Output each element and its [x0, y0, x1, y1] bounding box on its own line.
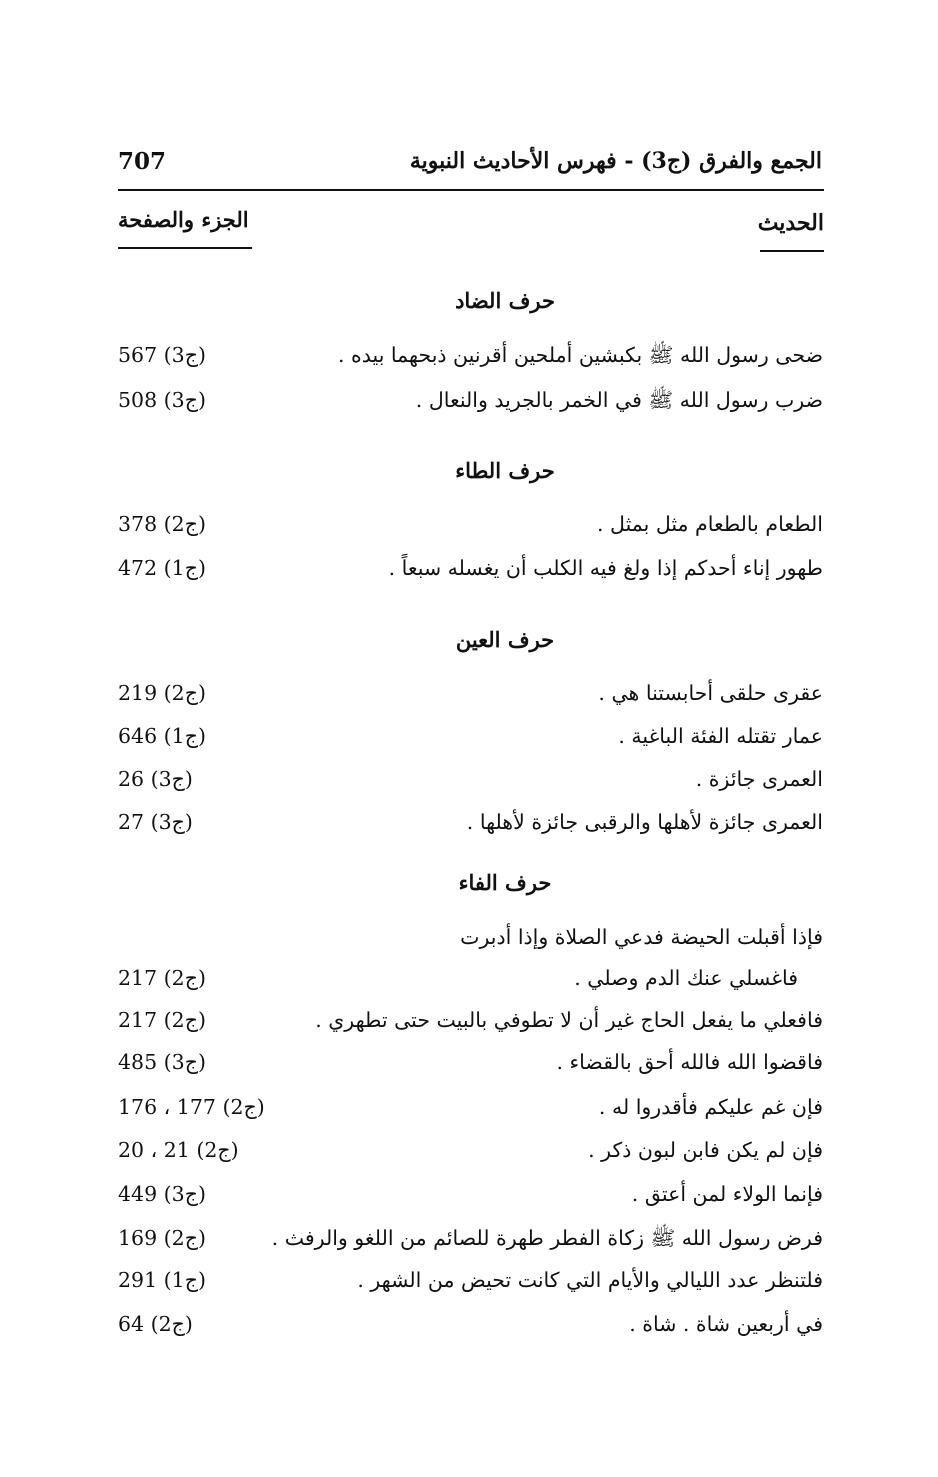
volume-ref: (ج2): [163, 512, 206, 536]
volume-page-reference: [118, 1095, 288, 1119]
volume-page-reference: [118, 966, 288, 990]
hadith-text: في أربعين شاة . شاة .: [629, 1312, 823, 1336]
hadith-text: عمار تقتله الفئة الباغية .: [618, 724, 823, 748]
page-number-ref: 20 ، 21: [118, 1138, 190, 1162]
page-number-ref: 291: [118, 1268, 158, 1292]
page-number-ref: 567: [118, 343, 158, 367]
header-rule: [118, 189, 824, 191]
hadith-text: العمرى جائزة لأهلها والرقبى جائزة لأهلها .: [466, 810, 823, 834]
page-number-ref: 472: [118, 556, 158, 580]
volume-ref: (ج3): [163, 343, 206, 367]
hadith-text: الطعام بالطعام مثل بمثل .: [597, 512, 823, 536]
page-number-ref: 378: [118, 512, 158, 536]
page-number-ref: 449: [118, 1182, 158, 1206]
hadith-text: فاقضوا الله فالله أحق بالقضاء .: [556, 1050, 823, 1074]
section-heading: حرف الفاء: [458, 870, 552, 895]
page-number-ref: 27: [118, 810, 145, 834]
volume-ref: (ج2): [150, 1312, 193, 1336]
page-number-ref: 217: [118, 1008, 158, 1032]
section-heading: حرف الطاء: [455, 458, 555, 483]
hadith-text: فإن لم يكن فابن لبون ذكر .: [588, 1138, 823, 1162]
volume-ref: (ج3): [150, 810, 193, 834]
volume-page-reference: [118, 810, 288, 834]
page-number-ref: 508: [118, 388, 158, 412]
hadith-text: ضرب رسول الله ﷺ في الخمر بالجريد والنعال .: [415, 388, 823, 412]
page-number-ref: 176 ، 177: [118, 1095, 216, 1119]
hadith-text: فإنما الولاء لمن أعتق .: [631, 1182, 823, 1206]
volume-page-reference: [118, 1312, 288, 1336]
volume-ref: (ج1): [163, 1268, 206, 1292]
running-header-title: الجمع والفرق (ج3) - فهرس الأحاديث النبوية: [409, 148, 822, 174]
volume-page-reference: [118, 388, 288, 412]
hadith-text: فإذا أقبلت الحيضة فدعي الصلاة وإذا أدبرت: [460, 925, 823, 949]
page-number-ref: 169: [118, 1226, 158, 1250]
column-heading-underline: [118, 247, 252, 249]
section-heading: حرف العين: [455, 627, 555, 652]
volume-ref: (ج1): [163, 556, 206, 580]
hadith-text: فرض رسول الله ﷺ زكاة الفطر طهرة للصائم من اللغو والرفث .: [271, 1226, 823, 1250]
volume-ref: (ج2): [196, 1138, 239, 1162]
volume-page-reference: [118, 681, 288, 705]
column-heading-underline: [760, 250, 824, 252]
volume-page-reference: [118, 512, 288, 536]
page-number-ref: 219: [118, 681, 158, 705]
volume-page-reference: [118, 1226, 288, 1250]
page-number: 707: [118, 148, 167, 175]
volume-ref: (ج2): [163, 1226, 206, 1250]
volume-ref: (ج2): [163, 681, 206, 705]
hadith-text: طهور إناء أحدكم إذا ولغ فيه الكلب أن يغسله سبعاً .: [388, 556, 823, 580]
volume-page-reference: [118, 767, 288, 791]
hadith-text: العمرى جائزة .: [695, 767, 823, 791]
page-number-ref: 485: [118, 1050, 158, 1074]
page-number-ref: 217: [118, 966, 158, 990]
hadith-text: فافعلي ما يفعل الحاج غير أن لا تطوفي بالبيت حتى تطهري .: [315, 1008, 823, 1032]
volume-page-reference: [118, 1182, 288, 1206]
volume-page-reference: [118, 724, 288, 748]
page-number-ref: 26: [118, 767, 145, 791]
column-heading-volume-page: الجزء والصفحة: [118, 207, 249, 232]
page-number-ref: 646: [118, 724, 158, 748]
volume-ref: (ج1): [163, 724, 206, 748]
volume-page-reference: [118, 1268, 288, 1292]
page-number-ref: 64: [118, 1312, 145, 1336]
hadith-text: ضحى رسول الله ﷺ بكبشين أملحين أقرنين ذبحهما بيده .: [337, 343, 823, 367]
volume-ref: (ج3): [150, 767, 193, 791]
volume-page-reference: [118, 1050, 288, 1074]
volume-page-reference: [118, 1008, 288, 1032]
volume-ref: (ج2): [163, 966, 206, 990]
volume-page-reference: [118, 556, 288, 580]
column-heading-hadith: الحديث: [757, 210, 824, 236]
hadith-text: عقرى حلقى أحابستنا هي .: [598, 681, 823, 705]
hadith-text: فاغسلي عنك الدم وصلي .: [574, 966, 798, 990]
volume-ref: (ج3): [163, 1050, 206, 1074]
volume-ref: (ج2): [163, 1008, 206, 1032]
volume-ref: (ج2): [222, 1095, 265, 1119]
hadith-text: فإن غم عليكم فأقدروا له .: [598, 1095, 823, 1119]
hadith-text: فلتنظر عدد الليالي والأيام التي كانت تحيض من الشهر .: [357, 1268, 823, 1292]
volume-page-reference: [118, 1138, 288, 1162]
volume-page-reference: [118, 343, 288, 367]
volume-ref: (ج3): [163, 1182, 206, 1206]
volume-ref: (ج3): [163, 388, 206, 412]
section-heading: حرف الضاد: [455, 288, 555, 313]
